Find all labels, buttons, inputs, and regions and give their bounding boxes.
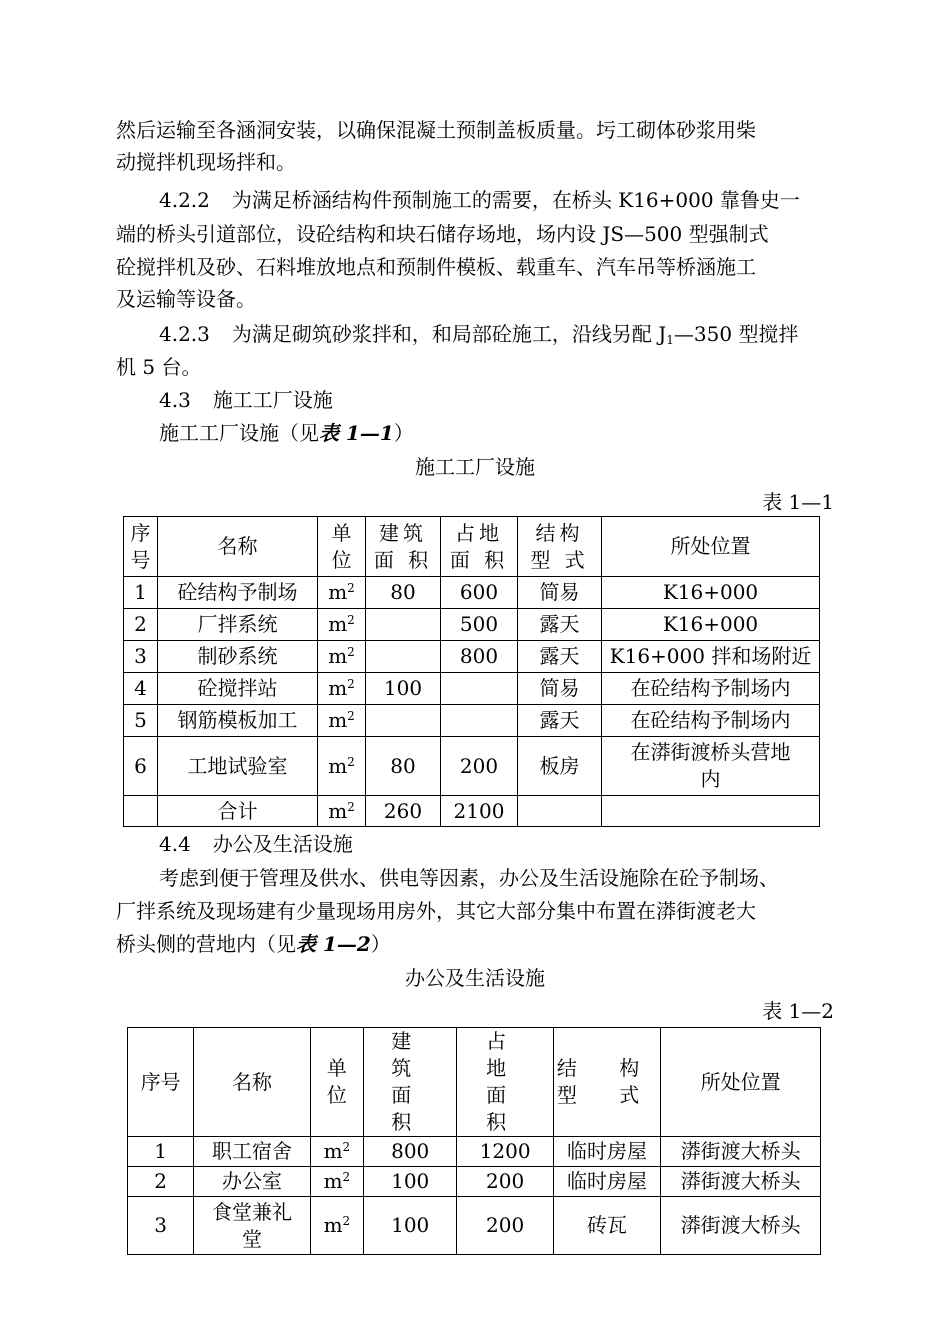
table-title: 施工工厂设施 [415,455,535,479]
text-line: 施工工厂设施（见 [159,421,319,445]
header-cell: 结 构 型 式 [553,1028,660,1137]
text-line: 厂拌系统及现场建有少量现场用房外，其它大部分集中布置在漭街渡老大 [116,899,756,923]
header-cell: 建筑 面 积 [366,517,441,577]
cell-seq: 1 [124,577,158,609]
text-line: 端的桥头引道部位，设砼结构和块石储存场地，场内设 JS—500 型强制式 [116,222,769,246]
cell-seq: 3 [124,641,158,673]
header-cell: 所处位置 [661,1028,821,1137]
cell-name: 工地试验室 [158,737,318,796]
cell-location: 漭街渡大桥头 [661,1197,821,1255]
text-line: 机 5 台。 [116,355,202,379]
cell-build [366,705,441,737]
table-title: 办公及生活设施 [405,966,545,990]
cell-struct: 露天 [518,609,602,641]
section-heading-4-4 [159,830,353,858]
cell-build: 80 [366,577,441,609]
cell-location: K16+000 拌和场附近 [602,641,820,673]
table-header-row [124,517,820,577]
table-row [128,1197,821,1255]
cell-unit: $m^2$ [310,1137,363,1167]
cell-seq [124,796,158,827]
text-line: —350 型搅拌 [673,322,799,346]
table-row [124,737,820,796]
cell-location: 在漭街渡桥头营地 内 [602,737,820,796]
text-line: 动搅拌机现场拌和。 [116,150,296,174]
paragraph-4-2-3 [159,320,798,348]
cell-unit: $m^2$ [318,796,366,827]
cell-land [441,705,518,737]
text-line: 为满足砌筑砂浆拌和，和局部砼施工，沿线另配 J [231,322,667,346]
cell-location: 漭街渡大桥头 [661,1137,821,1167]
cell-land: 200 [441,737,518,796]
section-number: 4.2.2 [159,188,210,212]
cell-build [366,609,441,641]
cell-build: 800 [364,1137,457,1167]
cell-unit: $m^2$ [318,705,366,737]
cell-name: 制砂系统 [158,641,318,673]
text-line: ） [370,932,391,956]
table-label: 表 1—2 [762,999,834,1023]
cell-land: 2100 [441,796,518,827]
cell-build [366,641,441,673]
text-line: 为满足桥涵结构件预制施工的需要，在桥头 K16+000 靠鲁史一 [231,188,800,212]
table-row [124,577,820,609]
cell-unit: $m^2$ [318,737,366,796]
cell-land: 800 [441,641,518,673]
cell-name: 砼搅拌站 [158,673,318,705]
table-row [124,673,820,705]
cell-seq: 2 [124,609,158,641]
cell-struct: 板房 [518,737,602,796]
header-cell: 名称 [158,517,318,577]
header-cell: 单 位 [318,517,366,577]
cell-struct: 砖瓦 [553,1197,660,1255]
cell-location [602,796,820,827]
section-title: 施工工厂设施 [212,388,333,412]
cell-location: 在砼结构予制场内 [602,673,820,705]
table-ref: 表 1—2 [296,932,371,956]
cell-name: 砼结构予制场 [158,577,318,609]
header-cell: 结构 型 式 [518,517,602,577]
cell-seq: 3 [128,1197,194,1255]
header-cell: 占地 面 积 [441,517,518,577]
table-ref: 表 1—1 [319,421,394,445]
cell-build: 100 [364,1197,457,1255]
cell-unit: $m^2$ [310,1167,363,1197]
cell-build: 100 [364,1167,457,1197]
cell-unit: $m^2$ [318,577,366,609]
cell-unit: $m^2$ [318,609,366,641]
cell-struct [518,796,602,827]
table-total-row [124,796,820,827]
text-line: ） [393,421,414,445]
table-row [124,609,820,641]
cell-struct: 临时房屋 [553,1137,660,1167]
cell-struct: 露天 [518,705,602,737]
cell-name: 食堂兼礼 堂 [194,1197,311,1255]
cell-name: 办公室 [194,1167,311,1197]
cell-land: 600 [441,577,518,609]
cell-struct: 临时房屋 [553,1167,660,1197]
text-line: 桥头侧的营地内（见 [116,932,296,956]
section-heading-4-3 [159,386,333,414]
cell-land: 500 [441,609,518,641]
text-line: 然后运输至各涵洞安装，以确保混凝土预制盖板质量。圬工砌体砂浆用柴 [116,118,756,142]
cell-name: 厂拌系统 [158,609,318,641]
header-cell: 占 地 面 积 [457,1028,553,1137]
cell-name: 职工宿舍 [194,1137,311,1167]
cell-land: 200 [457,1167,553,1197]
header-cell: 建 筑 面 积 [364,1028,457,1137]
table-reference-line [116,930,391,958]
table-reference-line [159,419,414,447]
cell-seq: 1 [128,1137,194,1167]
cell-name: 合计 [158,796,318,827]
cell-location: 漭街渡大桥头 [661,1167,821,1197]
table-header-row [128,1028,821,1137]
header-cell: 单 位 [310,1028,363,1137]
section-number: 4.4 [159,832,191,856]
cell-land: 200 [457,1197,553,1255]
cell-seq: 6 [124,737,158,796]
header-cell: 序 号 [124,517,158,577]
subscript: 1 [666,333,674,347]
facilities-table [123,516,820,827]
text-line: 砼搅拌机及砂、石料堆放地点和预制件模板、载重车、汽车吊等桥涵施工 [116,255,756,279]
cell-struct: 露天 [518,641,602,673]
section-number: 4.3 [159,388,191,412]
cell-location: 在砼结构予制场内 [602,705,820,737]
text-line: 及运输等设备。 [116,287,256,311]
cell-seq: 5 [124,705,158,737]
cell-unit: $m^2$ [318,641,366,673]
cell-build: 80 [366,737,441,796]
cell-location: K16+000 [602,577,820,609]
cell-build: 260 [366,796,441,827]
header-cell: 名称 [194,1028,311,1137]
header-cell: 所处位置 [602,517,820,577]
cell-build: 100 [366,673,441,705]
office-living-table [127,1027,821,1255]
cell-struct: 简易 [518,673,602,705]
cell-unit: $m^2$ [310,1197,363,1255]
section-number: 4.2.3 [159,322,210,346]
table-row [128,1167,821,1197]
header-cell: 序号 [128,1028,194,1137]
table-label: 表 1—1 [762,490,834,514]
text-line: 考虑到便于管理及供水、供电等因素，办公及生活设施除在砼予制场、 [159,866,779,890]
cell-land [441,673,518,705]
table-row [124,641,820,673]
cell-land: 1200 [457,1137,553,1167]
paragraph-4-2-2 [159,186,800,214]
cell-unit: $m^2$ [318,673,366,705]
cell-struct: 简易 [518,577,602,609]
cell-name: 钢筋模板加工 [158,705,318,737]
cell-seq: 4 [124,673,158,705]
cell-seq: 2 [128,1167,194,1197]
table-row [124,705,820,737]
cell-location: K16+000 [602,609,820,641]
section-title: 办公及生活设施 [212,832,353,856]
table-row [128,1137,821,1167]
